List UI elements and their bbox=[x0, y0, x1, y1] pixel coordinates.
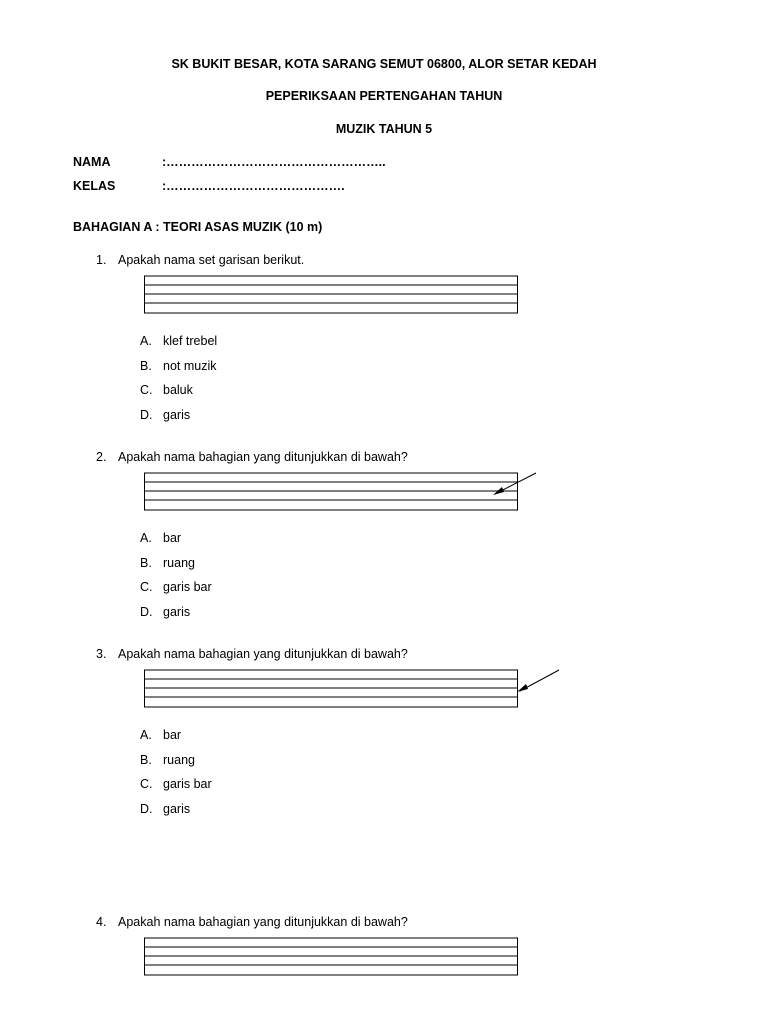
option-letter: A. bbox=[140, 531, 152, 545]
option-text: baluk bbox=[163, 383, 193, 397]
exam-title: PEPERIKSAAN PERTENGAHAN TAHUN bbox=[265, 89, 503, 103]
question-text: Apakah nama bahagian yang ditunjukkan di bawah? bbox=[118, 647, 408, 661]
option-text: garis bar bbox=[163, 580, 212, 594]
option-letter: C. bbox=[140, 383, 153, 397]
name-field: :…………………………………………….. bbox=[162, 155, 386, 169]
class-label: KELAS bbox=[73, 179, 116, 193]
option-text: klef trebel bbox=[163, 334, 218, 348]
section-title: BAHAGIAN A : TEORI ASAS MUZIK (10 m) bbox=[73, 220, 323, 234]
option-text: not muzik bbox=[163, 359, 217, 373]
option-letter: D. bbox=[140, 408, 153, 422]
music-staff bbox=[144, 472, 518, 512]
music-staff bbox=[144, 937, 518, 977]
option-letter: D. bbox=[140, 605, 153, 619]
option-text: bar bbox=[163, 531, 182, 545]
option-letter: B. bbox=[140, 359, 152, 373]
question-number: 1. bbox=[96, 253, 107, 267]
question-number: 4. bbox=[96, 915, 107, 929]
music-staff bbox=[144, 275, 518, 315]
option-letter: A. bbox=[140, 334, 152, 348]
pointer-arrow-icon bbox=[490, 471, 540, 497]
school-title: SK BUKIT BESAR, KOTA SARANG SEMUT 06800, ALOR SETAR KEDAH bbox=[171, 57, 597, 71]
option-text: ruang bbox=[163, 753, 195, 767]
question-number: 3. bbox=[96, 647, 107, 661]
option-letter: D. bbox=[140, 802, 153, 816]
question-text: Apakah nama bahagian yang ditunjukkan di bawah? bbox=[118, 450, 408, 464]
music-staff bbox=[144, 669, 518, 709]
option-letter: A. bbox=[140, 728, 152, 742]
option-letter: B. bbox=[140, 753, 152, 767]
option-text: garis bbox=[163, 408, 191, 422]
class-field: :……………………………………. bbox=[162, 179, 345, 193]
option-text: garis bbox=[163, 802, 191, 816]
question-text: Apakah nama bahagian yang ditunjukkan di bawah? bbox=[118, 915, 408, 929]
option-letter: C. bbox=[140, 777, 153, 791]
option-text: ruang bbox=[163, 556, 195, 570]
option-letter: B. bbox=[140, 556, 152, 570]
pointer-arrow-icon bbox=[514, 668, 564, 694]
option-text: garis bbox=[163, 605, 191, 619]
question-text: Apakah nama set garisan berikut. bbox=[118, 253, 305, 267]
option-text: bar bbox=[163, 728, 182, 742]
name-label: NAMA bbox=[73, 155, 111, 169]
question-number: 2. bbox=[96, 450, 107, 464]
subject-title: MUZIK TAHUN 5 bbox=[335, 122, 433, 136]
option-letter: C. bbox=[140, 580, 153, 594]
option-text: garis bar bbox=[163, 777, 212, 791]
